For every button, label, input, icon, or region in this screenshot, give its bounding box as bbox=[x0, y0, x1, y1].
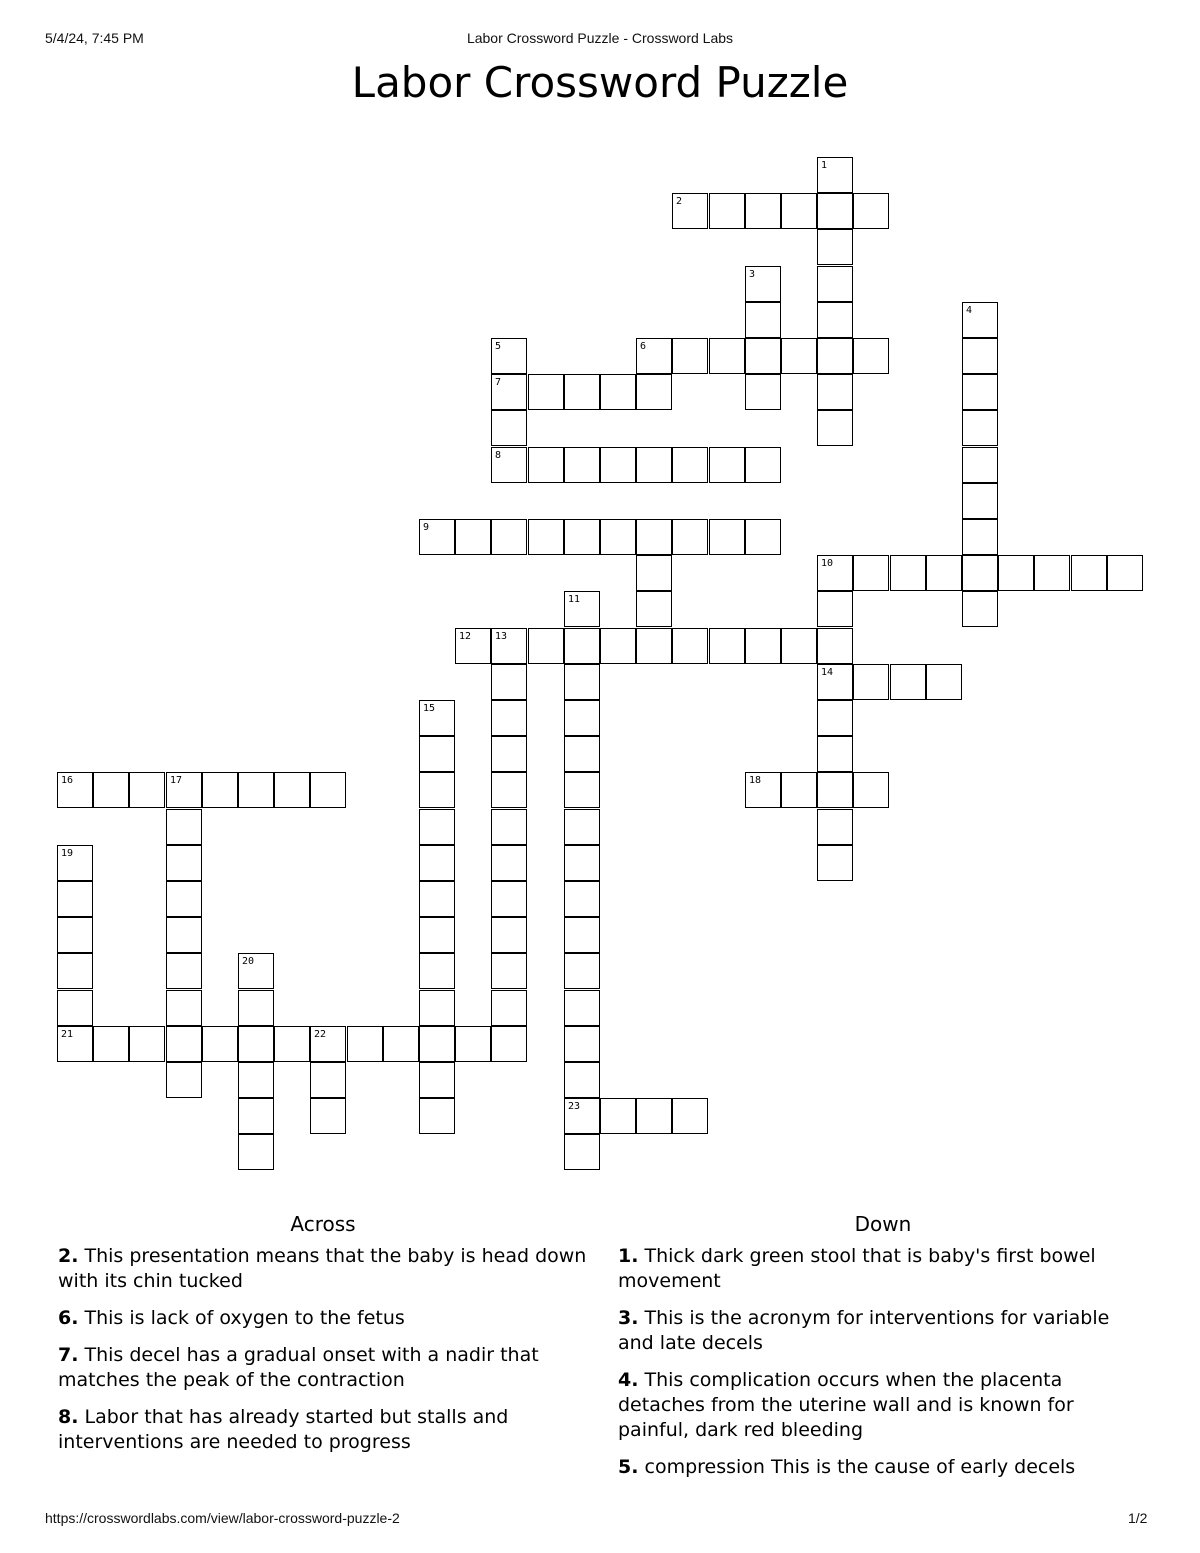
grid-cell bbox=[962, 555, 998, 591]
grid-cell bbox=[817, 628, 853, 664]
grid-cell bbox=[491, 953, 527, 989]
grid-cell bbox=[491, 338, 527, 374]
grid-cell bbox=[564, 447, 600, 483]
grid-cell bbox=[745, 628, 781, 664]
grid-cell bbox=[962, 591, 998, 627]
grid-cell bbox=[129, 1026, 165, 1062]
cell-number: 22 bbox=[314, 1029, 327, 1040]
grid-cell bbox=[491, 990, 527, 1026]
grid-cell bbox=[600, 447, 636, 483]
grid-cell bbox=[709, 519, 745, 555]
grid-cell bbox=[564, 664, 600, 700]
clue-down bbox=[618, 1244, 1148, 1294]
clue-across bbox=[58, 1244, 588, 1294]
grid-cell bbox=[817, 591, 853, 627]
grid-cell bbox=[491, 917, 527, 953]
grid-cell bbox=[455, 1026, 491, 1062]
cell-number: 9 bbox=[423, 522, 430, 533]
grid-cell bbox=[709, 447, 745, 483]
grid-cell bbox=[853, 338, 889, 374]
grid-cell bbox=[347, 1026, 383, 1062]
grid-cell bbox=[419, 990, 455, 1026]
grid-cell bbox=[1071, 555, 1107, 591]
grid-cell bbox=[709, 338, 745, 374]
grid-cell bbox=[491, 772, 527, 808]
grid-cell bbox=[491, 447, 527, 483]
grid-cell bbox=[709, 628, 745, 664]
grid-cell bbox=[166, 845, 202, 881]
grid-cell bbox=[745, 519, 781, 555]
grid-cell bbox=[636, 338, 672, 374]
grid-cell bbox=[564, 845, 600, 881]
grid-cell bbox=[817, 338, 853, 374]
grid-cell bbox=[672, 447, 708, 483]
grid-cell bbox=[419, 845, 455, 881]
grid-cell bbox=[781, 628, 817, 664]
grid-cell bbox=[817, 302, 853, 338]
grid-cell bbox=[202, 772, 238, 808]
cell-number: 21 bbox=[61, 1029, 74, 1040]
clue-across bbox=[58, 1343, 588, 1393]
grid-cell bbox=[817, 700, 853, 736]
grid-cell bbox=[672, 338, 708, 374]
grid-cell bbox=[491, 736, 527, 772]
print-url: https://crosswordlabs.com/view/labor-crossword-puzzle-2 bbox=[45, 1510, 400, 1526]
cell-number: 11 bbox=[568, 594, 581, 605]
grid-cell bbox=[709, 193, 745, 229]
grid-cell bbox=[202, 1026, 238, 1062]
grid-cell bbox=[745, 447, 781, 483]
grid-cell bbox=[564, 519, 600, 555]
grid-cell bbox=[564, 953, 600, 989]
grid-cell bbox=[528, 447, 564, 483]
grid-cell bbox=[564, 990, 600, 1026]
grid-cell bbox=[600, 519, 636, 555]
grid-cell bbox=[672, 1098, 708, 1134]
clue-number: 6. bbox=[58, 1307, 79, 1329]
grid-cell bbox=[57, 1026, 93, 1062]
grid-cell bbox=[166, 953, 202, 989]
grid-cell bbox=[57, 953, 93, 989]
grid-cell bbox=[238, 1134, 274, 1170]
cell-number: 16 bbox=[61, 775, 74, 786]
clue-number: 7. bbox=[58, 1344, 79, 1366]
grid-cell bbox=[600, 628, 636, 664]
grid-cell bbox=[238, 1098, 274, 1134]
grid-cell bbox=[491, 881, 527, 917]
clue-number: 4. bbox=[618, 1369, 639, 1391]
grid-cell bbox=[636, 447, 672, 483]
grid-cell bbox=[491, 700, 527, 736]
grid-cell bbox=[817, 736, 853, 772]
grid-cell bbox=[238, 1062, 274, 1098]
cell-number: 12 bbox=[459, 631, 472, 642]
grid-cell bbox=[455, 519, 491, 555]
clue-across bbox=[58, 1306, 588, 1331]
print-date: 5/4/24, 7:45 PM bbox=[45, 30, 144, 46]
grid-cell bbox=[491, 374, 527, 410]
grid-cell bbox=[166, 1062, 202, 1098]
clue-text: This is lack of oxygen to the fetus bbox=[84, 1307, 405, 1329]
grid-cell bbox=[491, 628, 527, 664]
cell-number: 4 bbox=[966, 305, 973, 316]
grid-cell bbox=[57, 917, 93, 953]
cell-number: 8 bbox=[495, 450, 502, 461]
grid-cell bbox=[238, 953, 274, 989]
grid-cell bbox=[564, 591, 600, 627]
grid-cell bbox=[564, 1134, 600, 1170]
cell-number: 18 bbox=[749, 775, 762, 786]
grid-cell bbox=[564, 374, 600, 410]
grid-cell bbox=[564, 1062, 600, 1098]
cell-number: 14 bbox=[821, 667, 834, 678]
grid-cell bbox=[853, 772, 889, 808]
grid-cell bbox=[817, 266, 853, 302]
grid-cell bbox=[528, 374, 564, 410]
grid-cell bbox=[1107, 555, 1143, 591]
grid-cell bbox=[310, 772, 346, 808]
grid-cell bbox=[672, 628, 708, 664]
grid-cell bbox=[962, 374, 998, 410]
grid-cell bbox=[636, 591, 672, 627]
grid-cell bbox=[564, 809, 600, 845]
clue-text: Thick dark green stool that is baby's first bowel movement bbox=[618, 1245, 1096, 1292]
clue-down bbox=[618, 1368, 1148, 1443]
grid-cell bbox=[455, 628, 491, 664]
grid-cell bbox=[419, 519, 455, 555]
cell-number: 6 bbox=[640, 341, 647, 352]
grid-cell bbox=[962, 410, 998, 446]
grid-cell bbox=[745, 772, 781, 808]
grid-cell bbox=[998, 555, 1034, 591]
grid-cell bbox=[781, 338, 817, 374]
grid-cell bbox=[419, 1062, 455, 1098]
grid-cell bbox=[238, 1026, 274, 1062]
grid-cell bbox=[817, 157, 853, 193]
grid-cell bbox=[564, 1098, 600, 1134]
clue-across bbox=[58, 1405, 588, 1455]
grid-cell bbox=[528, 628, 564, 664]
grid-cell bbox=[238, 772, 274, 808]
grid-cell bbox=[564, 628, 600, 664]
cell-number: 20 bbox=[242, 956, 255, 967]
grid-cell bbox=[419, 1098, 455, 1134]
grid-cell bbox=[491, 1026, 527, 1062]
grid-cell bbox=[745, 266, 781, 302]
grid-cell bbox=[491, 809, 527, 845]
grid-cell bbox=[636, 1098, 672, 1134]
grid-cell bbox=[636, 519, 672, 555]
grid-cell bbox=[166, 881, 202, 917]
cell-number: 2 bbox=[676, 196, 683, 207]
grid-cell bbox=[745, 193, 781, 229]
grid-cell bbox=[781, 772, 817, 808]
cell-number: 7 bbox=[495, 377, 502, 388]
grid-cell bbox=[491, 845, 527, 881]
clue-down bbox=[618, 1306, 1148, 1356]
grid-cell bbox=[817, 229, 853, 265]
cell-number: 13 bbox=[495, 631, 508, 642]
down-heading: Down bbox=[854, 1212, 912, 1236]
grid-cell bbox=[528, 519, 564, 555]
grid-cell bbox=[419, 953, 455, 989]
grid-cell bbox=[962, 519, 998, 555]
grid-cell bbox=[817, 374, 853, 410]
clue-text: Labor that has already started but stalls and interventions are needed to progress bbox=[58, 1406, 509, 1453]
grid-cell bbox=[57, 772, 93, 808]
grid-cell bbox=[781, 193, 817, 229]
grid-cell bbox=[491, 519, 527, 555]
clue-number: 3. bbox=[618, 1307, 639, 1329]
grid-cell bbox=[853, 664, 889, 700]
grid-cell bbox=[817, 772, 853, 808]
page-number: 1/2 bbox=[1128, 1510, 1148, 1526]
grid-cell bbox=[419, 809, 455, 845]
grid-cell bbox=[564, 700, 600, 736]
grid-cell bbox=[890, 555, 926, 591]
clue-number: 1. bbox=[618, 1245, 639, 1267]
grid-cell bbox=[57, 845, 93, 881]
grid-cell bbox=[636, 628, 672, 664]
grid-cell bbox=[745, 374, 781, 410]
grid-cell bbox=[419, 700, 455, 736]
grid-cell bbox=[817, 410, 853, 446]
grid-cell bbox=[166, 917, 202, 953]
grid-cell bbox=[383, 1026, 419, 1062]
grid-cell bbox=[166, 990, 202, 1026]
grid-cell bbox=[636, 374, 672, 410]
grid-cell bbox=[491, 664, 527, 700]
grid-cell bbox=[238, 990, 274, 1026]
grid-cell bbox=[636, 555, 672, 591]
grid-cell bbox=[962, 302, 998, 338]
grid-cell bbox=[166, 809, 202, 845]
grid-cell bbox=[745, 302, 781, 338]
grid-cell bbox=[926, 664, 962, 700]
grid-cell bbox=[817, 555, 853, 591]
grid-cell bbox=[274, 772, 310, 808]
grid-cell bbox=[564, 881, 600, 917]
grid-cell bbox=[817, 664, 853, 700]
grid-cell bbox=[57, 881, 93, 917]
grid-cell bbox=[57, 990, 93, 1026]
grid-cell bbox=[672, 519, 708, 555]
grid-cell bbox=[962, 483, 998, 519]
grid-cell bbox=[419, 772, 455, 808]
cell-number: 3 bbox=[749, 269, 756, 280]
grid-cell bbox=[962, 338, 998, 374]
across-clues bbox=[58, 1212, 588, 1467]
grid-cell bbox=[600, 1098, 636, 1134]
clue-down bbox=[618, 1455, 1148, 1480]
clue-text: This is the acronym for interventions for variable and late decels bbox=[618, 1307, 1110, 1354]
cell-number: 10 bbox=[821, 558, 834, 569]
grid-cell bbox=[853, 555, 889, 591]
clue-text: compression This is the cause of early decels bbox=[644, 1456, 1076, 1478]
grid-cell bbox=[564, 1026, 600, 1062]
grid-cell bbox=[962, 447, 998, 483]
grid-cell bbox=[491, 410, 527, 446]
grid-cell bbox=[600, 374, 636, 410]
grid-cell bbox=[166, 772, 202, 808]
clue-text: This presentation means that the baby is head down with its chin tucked bbox=[58, 1245, 587, 1292]
grid-cell bbox=[93, 1026, 129, 1062]
cell-number: 15 bbox=[423, 703, 436, 714]
grid-cell bbox=[817, 193, 853, 229]
grid-cell bbox=[853, 193, 889, 229]
grid-cell bbox=[1034, 555, 1070, 591]
grid-cell bbox=[166, 1026, 202, 1062]
grid-cell bbox=[310, 1026, 346, 1062]
grid-cell bbox=[419, 881, 455, 917]
grid-cell bbox=[310, 1098, 346, 1134]
print-page-title: Labor Crossword Puzzle - Crossword Labs bbox=[466, 30, 734, 46]
grid-cell bbox=[672, 193, 708, 229]
grid-cell bbox=[93, 772, 129, 808]
cell-number: 17 bbox=[170, 775, 183, 786]
grid-cell bbox=[419, 917, 455, 953]
grid-cell bbox=[310, 1062, 346, 1098]
grid-cell bbox=[564, 736, 600, 772]
puzzle-title: Labor Crossword Puzzle bbox=[351, 58, 849, 107]
grid-cell bbox=[890, 664, 926, 700]
cell-number: 1 bbox=[821, 160, 828, 171]
clue-number: 5. bbox=[618, 1456, 639, 1478]
grid-cell bbox=[129, 772, 165, 808]
grid-cell bbox=[564, 772, 600, 808]
cell-number: 19 bbox=[61, 848, 74, 859]
cell-number: 23 bbox=[568, 1101, 581, 1112]
clue-number: 8. bbox=[58, 1406, 79, 1428]
grid-cell bbox=[564, 917, 600, 953]
clue-number: 2. bbox=[58, 1245, 79, 1267]
grid-cell bbox=[274, 1026, 310, 1062]
grid-cell bbox=[817, 845, 853, 881]
clue-text: This complication occurs when the placenta detaches from the uterine wall and is known for painful, dark red bleeding bbox=[618, 1369, 1074, 1441]
across-heading: Across bbox=[290, 1212, 356, 1236]
clue-text: This decel has a gradual onset with a nadir that matches the peak of the contraction bbox=[58, 1344, 539, 1391]
cell-number: 5 bbox=[495, 341, 502, 352]
grid-cell bbox=[419, 1026, 455, 1062]
down-clues bbox=[618, 1212, 1148, 1492]
grid-cell bbox=[926, 555, 962, 591]
grid-cell bbox=[419, 736, 455, 772]
grid-cell bbox=[745, 338, 781, 374]
grid-cell bbox=[817, 809, 853, 845]
